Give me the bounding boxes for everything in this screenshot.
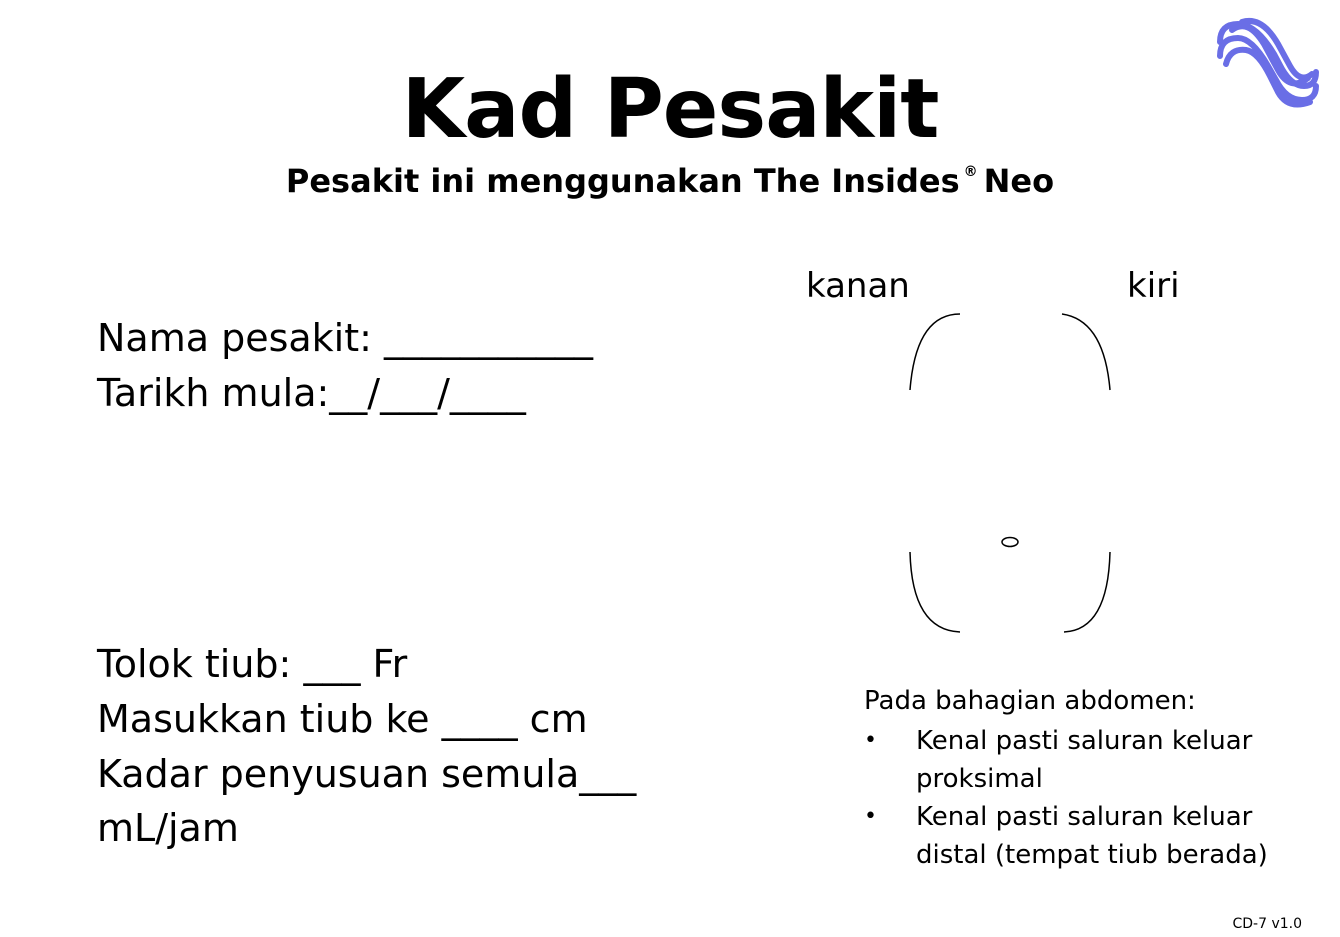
outline-upper-right (910, 314, 960, 390)
right-side-label: kanan (806, 266, 910, 306)
subtitle-product: Neo (983, 162, 1055, 200)
abdomen-note-item: Kenal pasti saluran keluar proksimal (916, 726, 1253, 794)
insert-tube-field: Masukkan tiub ke ____ cm (97, 697, 588, 741)
start-date-field: Tarikh mula:__/___/____ (97, 371, 526, 415)
reinfusion-rate-field: Kadar penyusuan semula___ (97, 752, 637, 796)
abdomen-outline-diagram (880, 300, 1140, 650)
bullet-marker: • (864, 728, 877, 753)
bullet-marker: • (864, 804, 877, 829)
outline-upper-left (1062, 314, 1110, 390)
subtitle-text: Pesakit ini menggunakan The Insides (285, 162, 960, 200)
abdomen-notes-heading: Pada bahagian abdomen: (864, 686, 1196, 716)
page-subtitle (0, 162, 1340, 200)
reinfusion-rate-unit: mL/jam (97, 806, 239, 850)
left-side-label: kiri (1127, 266, 1180, 306)
outline-lower-left (1064, 552, 1110, 632)
page-title: Kad Pesakit (401, 62, 939, 157)
outline-lower-right (910, 552, 960, 632)
navel-marker (1002, 538, 1018, 547)
registered-mark: ® (963, 164, 978, 180)
abdomen-note-item: Kenal pasti saluran keluar distal (tempat tiub berada) (916, 802, 1268, 870)
version-label: CD-7 v1.0 (1232, 916, 1302, 932)
tube-gauge-field: Tolok tiub: ___ Fr (97, 642, 408, 686)
patient-name-field: Nama pesakit: ___________ (97, 316, 594, 360)
